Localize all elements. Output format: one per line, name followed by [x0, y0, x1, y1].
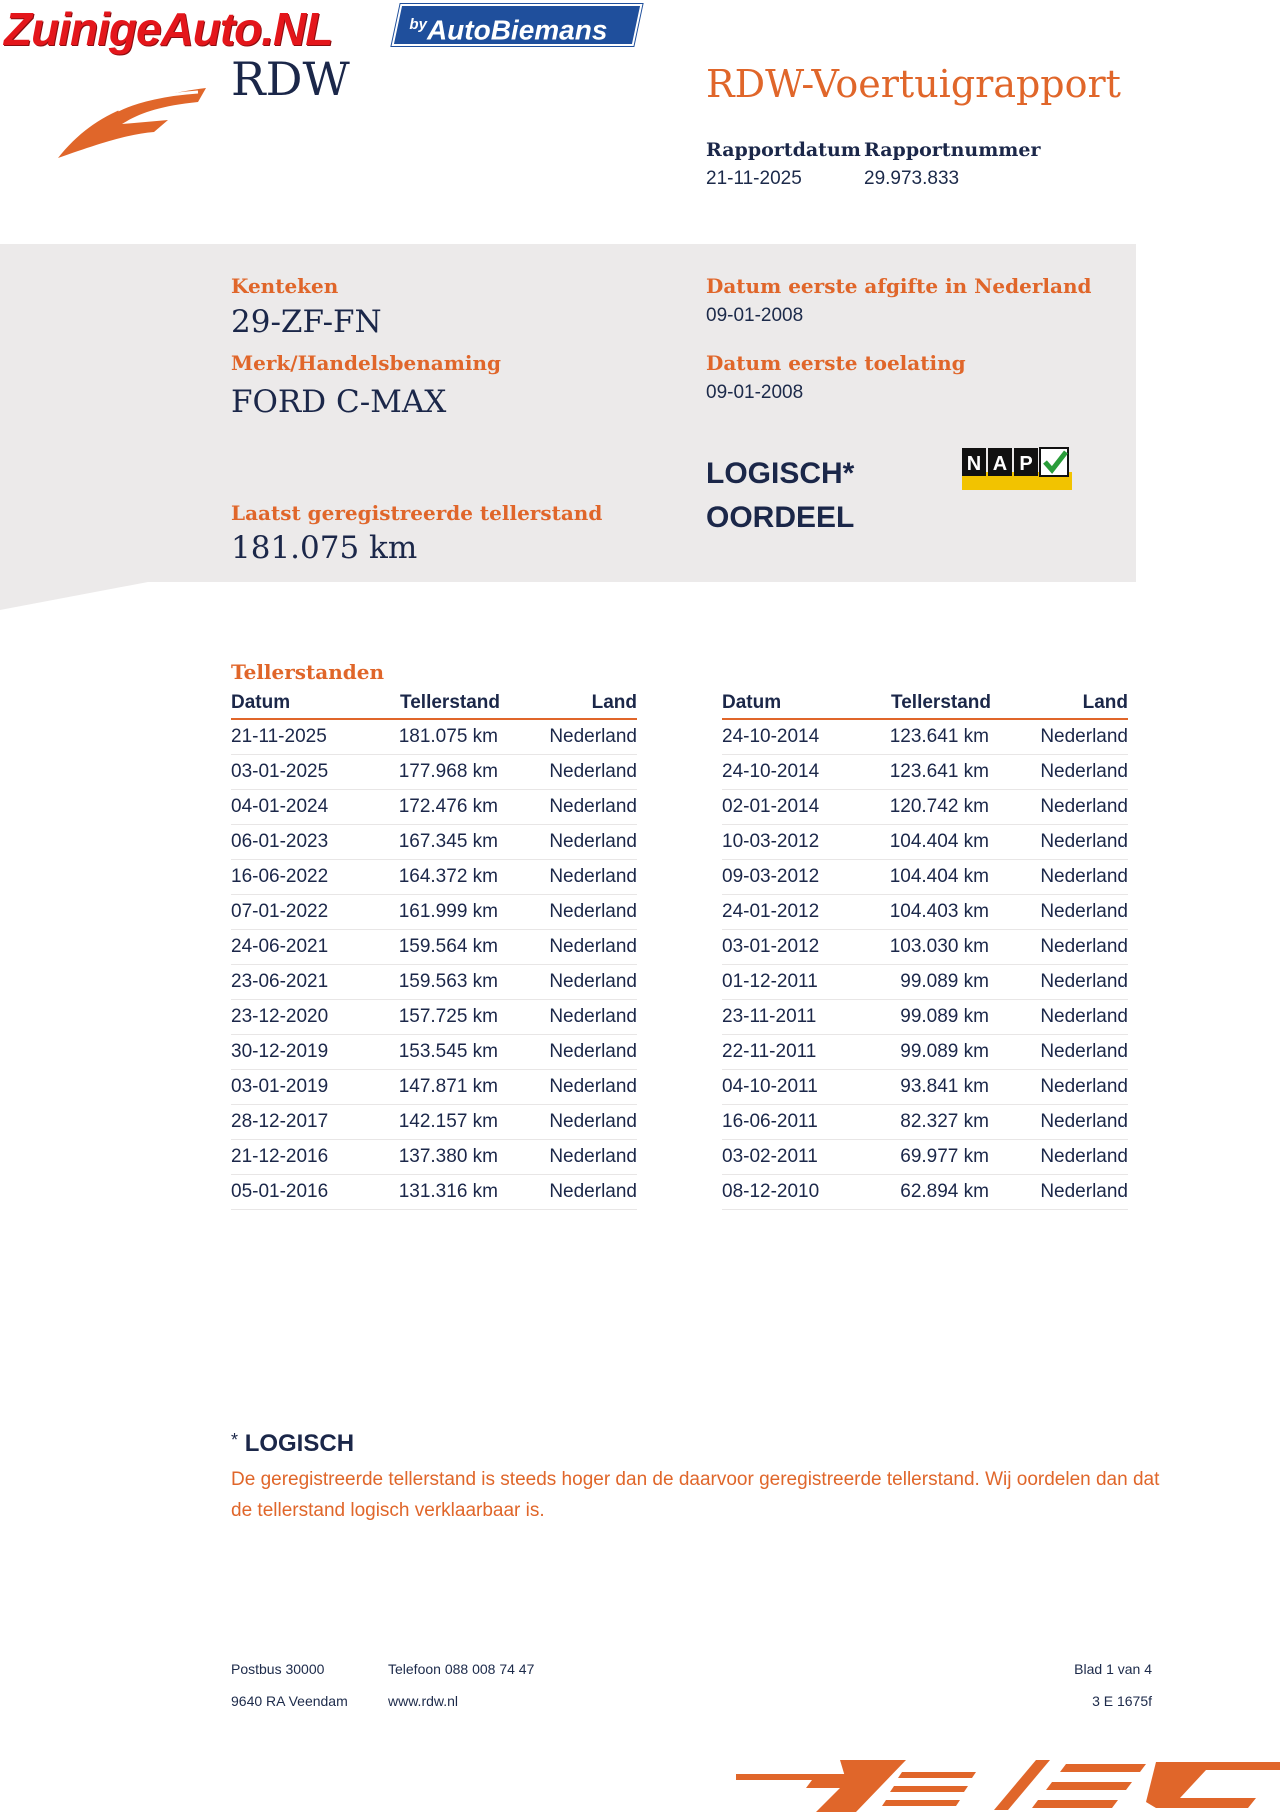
cell-land: Nederland	[549, 1181, 637, 1202]
cell-land: Nederland	[1040, 1111, 1128, 1132]
footer-website-link[interactable]: www.rdw.nl	[388, 1693, 459, 1709]
rapportnummer-label: Rapportnummer	[864, 139, 1041, 161]
rapportdatum-label: Rapportdatum	[706, 139, 861, 161]
cell-land: Nederland	[549, 761, 637, 782]
cell-tellerstand: 123.641 km	[889, 726, 989, 747]
nap-check-icon	[960, 446, 1074, 490]
table-row	[231, 965, 637, 1000]
verdict-line-1: LOGISCH*	[706, 457, 855, 490]
cell-land: Nederland	[549, 936, 637, 957]
cell-tellerstand: 131.316 km	[398, 1181, 498, 1202]
cell-tellerstand: 142.157 km	[398, 1111, 498, 1132]
table-row	[722, 1105, 1128, 1140]
cell-datum: 03-02-2011	[722, 1146, 818, 1167]
cell-datum: 04-01-2024	[231, 796, 329, 817]
cell-datum: 21-11-2025	[231, 726, 327, 747]
cell-tellerstand: 147.871 km	[398, 1076, 498, 1097]
cell-land: Nederland	[1040, 866, 1128, 887]
cell-land: Nederland	[1040, 1076, 1128, 1097]
cell-tellerstand: 161.999 km	[398, 901, 498, 922]
cell-land: Nederland	[549, 1041, 637, 1062]
table-row	[722, 965, 1128, 1000]
cell-tellerstand: 104.404 km	[889, 866, 989, 887]
table-row	[231, 1070, 637, 1105]
footnote-star: *	[231, 1430, 239, 1450]
table-row	[722, 755, 1128, 790]
cell-datum: 24-10-2014	[722, 726, 820, 747]
footnote-title	[231, 1430, 354, 1458]
panel-notch	[0, 582, 148, 610]
tellerstanden-table-left	[231, 692, 637, 1210]
cell-land: Nederland	[1040, 796, 1128, 817]
cell-tellerstand: 153.545 km	[398, 1041, 498, 1062]
cell-land: Nederland	[549, 901, 637, 922]
cell-tellerstand: 159.563 km	[398, 971, 498, 992]
header-land: Land	[591, 692, 637, 713]
cell-datum: 21-12-2016	[231, 1146, 329, 1167]
table-row	[231, 755, 637, 790]
cell-tellerstand: 159.564 km	[398, 936, 498, 957]
header-land: Land	[1082, 692, 1128, 713]
table-row	[722, 1140, 1128, 1175]
tellerstand-label: Laatst geregistreerde tellerstand	[231, 501, 603, 525]
cell-datum: 02-01-2014	[722, 796, 820, 817]
table-row	[231, 860, 637, 895]
cell-land: Nederland	[549, 1076, 637, 1097]
cell-datum: 03-01-2012	[722, 936, 820, 957]
cell-tellerstand: 177.968 km	[398, 761, 498, 782]
table-row	[231, 1000, 637, 1035]
cell-tellerstand: 104.404 km	[889, 831, 989, 852]
footnote-title-text: LOGISCH	[244, 1430, 355, 1457]
cell-land: Nederland	[549, 796, 637, 817]
cell-tellerstand: 137.380 km	[398, 1146, 498, 1167]
cell-tellerstand: 123.641 km	[889, 761, 989, 782]
cell-datum: 24-01-2012	[722, 901, 820, 922]
tellerstanden-title: Tellerstanden	[231, 660, 385, 684]
org-name: RDW	[231, 52, 350, 106]
footer-code: 3 E 1675f	[1092, 1693, 1152, 1709]
report-title: RDW-Voertuigrapport	[706, 62, 1121, 106]
cell-land: Nederland	[1040, 1146, 1128, 1167]
cell-land: Nederland	[549, 971, 637, 992]
merk-value: FORD C-MAX	[231, 384, 447, 420]
cell-tellerstand: 167.345 km	[398, 831, 498, 852]
cell-land: Nederland	[1040, 936, 1128, 957]
cell-tellerstand: 104.403 km	[889, 901, 989, 922]
cell-land: Nederland	[549, 1111, 637, 1132]
cell-datum: 30-12-2019	[231, 1041, 329, 1062]
watermark-brand: ZuinigeAuto.NL	[4, 3, 333, 55]
watermark-badge	[392, 4, 643, 46]
cell-land: Nederland	[1040, 901, 1128, 922]
cell-datum: 01-12-2011	[722, 971, 818, 992]
table-row	[231, 825, 637, 860]
table-row	[231, 790, 637, 825]
toelating-label: Datum eerste toelating	[706, 351, 966, 375]
nap-letter-a: A	[992, 453, 1008, 475]
table-row	[231, 720, 637, 755]
cell-tellerstand: 99.089 km	[900, 971, 989, 992]
table-row	[231, 1035, 637, 1070]
nap-letter-n: N	[966, 453, 982, 475]
table-row	[722, 720, 1128, 755]
cell-datum: 16-06-2022	[231, 866, 329, 887]
cell-datum: 23-12-2020	[231, 1006, 329, 1027]
cell-datum: 08-12-2010	[722, 1181, 820, 1202]
table-row	[231, 895, 637, 930]
cell-tellerstand: 62.894 km	[900, 1181, 989, 1202]
cell-land: Nederland	[1040, 971, 1128, 992]
cell-datum: 22-11-2011	[722, 1041, 817, 1062]
table-row	[722, 930, 1128, 965]
afgifte-value: 09-01-2008	[706, 305, 804, 326]
table-header	[722, 692, 1128, 720]
table-row	[722, 825, 1128, 860]
cell-datum: 05-01-2016	[231, 1181, 329, 1202]
table-row	[722, 895, 1128, 930]
footer-telefoon: Telefoon 088 008 74 47	[388, 1661, 535, 1677]
cell-tellerstand: 93.841 km	[900, 1076, 989, 1097]
tellerstand-value: 181.075 km	[231, 530, 418, 566]
rdw-logo-icon	[58, 80, 208, 160]
header-tellerstand: Tellerstand	[400, 692, 500, 713]
footer-page-number: Blad 1 van 4	[1074, 1661, 1152, 1677]
cell-datum: 03-01-2019	[231, 1076, 329, 1097]
cell-datum: 07-01-2022	[231, 901, 329, 922]
table-row	[722, 860, 1128, 895]
footer-postbus: Postbus 30000	[231, 1661, 325, 1677]
table-row	[722, 790, 1128, 825]
watermark-badge-text: AutoBiemans	[426, 14, 608, 46]
verdict-line-2: OORDEEL	[706, 501, 855, 534]
toelating-value: 09-01-2008	[706, 382, 804, 403]
cell-tellerstand: 82.327 km	[900, 1111, 989, 1132]
cell-land: Nederland	[549, 1006, 637, 1027]
table-row	[722, 1000, 1128, 1035]
cell-land: Nederland	[1040, 1181, 1128, 1202]
header-datum: Datum	[231, 692, 291, 713]
nap-letter-p: P	[1019, 453, 1033, 475]
tellerstanden-table-right	[722, 692, 1128, 1210]
cell-datum: 24-10-2014	[722, 761, 820, 782]
header-tellerstand: Tellerstand	[891, 692, 991, 713]
cell-datum: 06-01-2023	[231, 831, 329, 852]
footer-adres: 9640 RA Veendam	[231, 1693, 348, 1709]
cell-land: Nederland	[1040, 761, 1128, 782]
table-header	[231, 692, 637, 720]
verdict	[706, 452, 854, 540]
cell-datum: 23-11-2011	[722, 1006, 817, 1027]
cell-tellerstand: 99.089 km	[900, 1041, 989, 1062]
kenteken-label: Kenteken	[231, 274, 339, 298]
table-row	[231, 930, 637, 965]
cell-datum: 04-10-2011	[722, 1076, 818, 1097]
table-row	[231, 1175, 637, 1210]
cell-tellerstand: 69.977 km	[900, 1146, 989, 1167]
cell-land: Nederland	[549, 1146, 637, 1167]
table-row	[722, 1035, 1128, 1070]
table-row	[231, 1140, 637, 1175]
cell-datum: 09-03-2012	[722, 866, 820, 887]
afgifte-label: Datum eerste afgifte in Nederland	[706, 274, 1092, 298]
cell-tellerstand: 120.742 km	[889, 796, 989, 817]
cell-tellerstand: 172.476 km	[398, 796, 498, 817]
cell-land: Nederland	[1040, 1041, 1128, 1062]
cell-land: Nederland	[1040, 831, 1128, 852]
cell-land: Nederland	[549, 726, 637, 747]
cell-tellerstand: 181.075 km	[398, 726, 498, 747]
cell-datum: 23-06-2021	[231, 971, 329, 992]
table-row	[231, 1105, 637, 1140]
footnote-text: De geregistreerde tellerstand is steeds hoger dan de daarvoor geregistreerde tellerstand. Wij oordelen dan dat de tellerstand logisch verklaarbaar is.	[231, 1469, 1160, 1521]
watermark-badge-prefix: by	[409, 16, 427, 33]
table-row	[722, 1070, 1128, 1105]
merk-label: Merk/Handelsbenaming	[231, 351, 502, 375]
cell-datum: 24-06-2021	[231, 936, 329, 957]
cell-land: Nederland	[549, 866, 637, 887]
cell-land: Nederland	[549, 831, 637, 852]
cell-datum: 16-06-2011	[722, 1111, 818, 1132]
cell-tellerstand: 99.089 km	[900, 1006, 989, 1027]
cell-datum: 28-12-2017	[231, 1111, 329, 1132]
rapportnummer-value: 29.973.833	[864, 168, 960, 189]
header-datum: Datum	[722, 692, 782, 713]
cell-tellerstand: 164.372 km	[398, 866, 498, 887]
cell-datum: 10-03-2012	[722, 831, 820, 852]
kenteken-value: 29-ZF-FN	[231, 304, 382, 340]
cell-land: Nederland	[1040, 1006, 1128, 1027]
cell-land: Nederland	[1040, 726, 1128, 747]
rapportdatum-value: 21-11-2025	[706, 168, 802, 189]
cell-tellerstand: 157.725 km	[398, 1006, 498, 1027]
cell-datum: 03-01-2025	[231, 761, 329, 782]
table-row	[722, 1175, 1128, 1210]
cell-tellerstand: 103.030 km	[889, 936, 989, 957]
rdw-stripes-icon	[736, 1758, 1280, 1812]
